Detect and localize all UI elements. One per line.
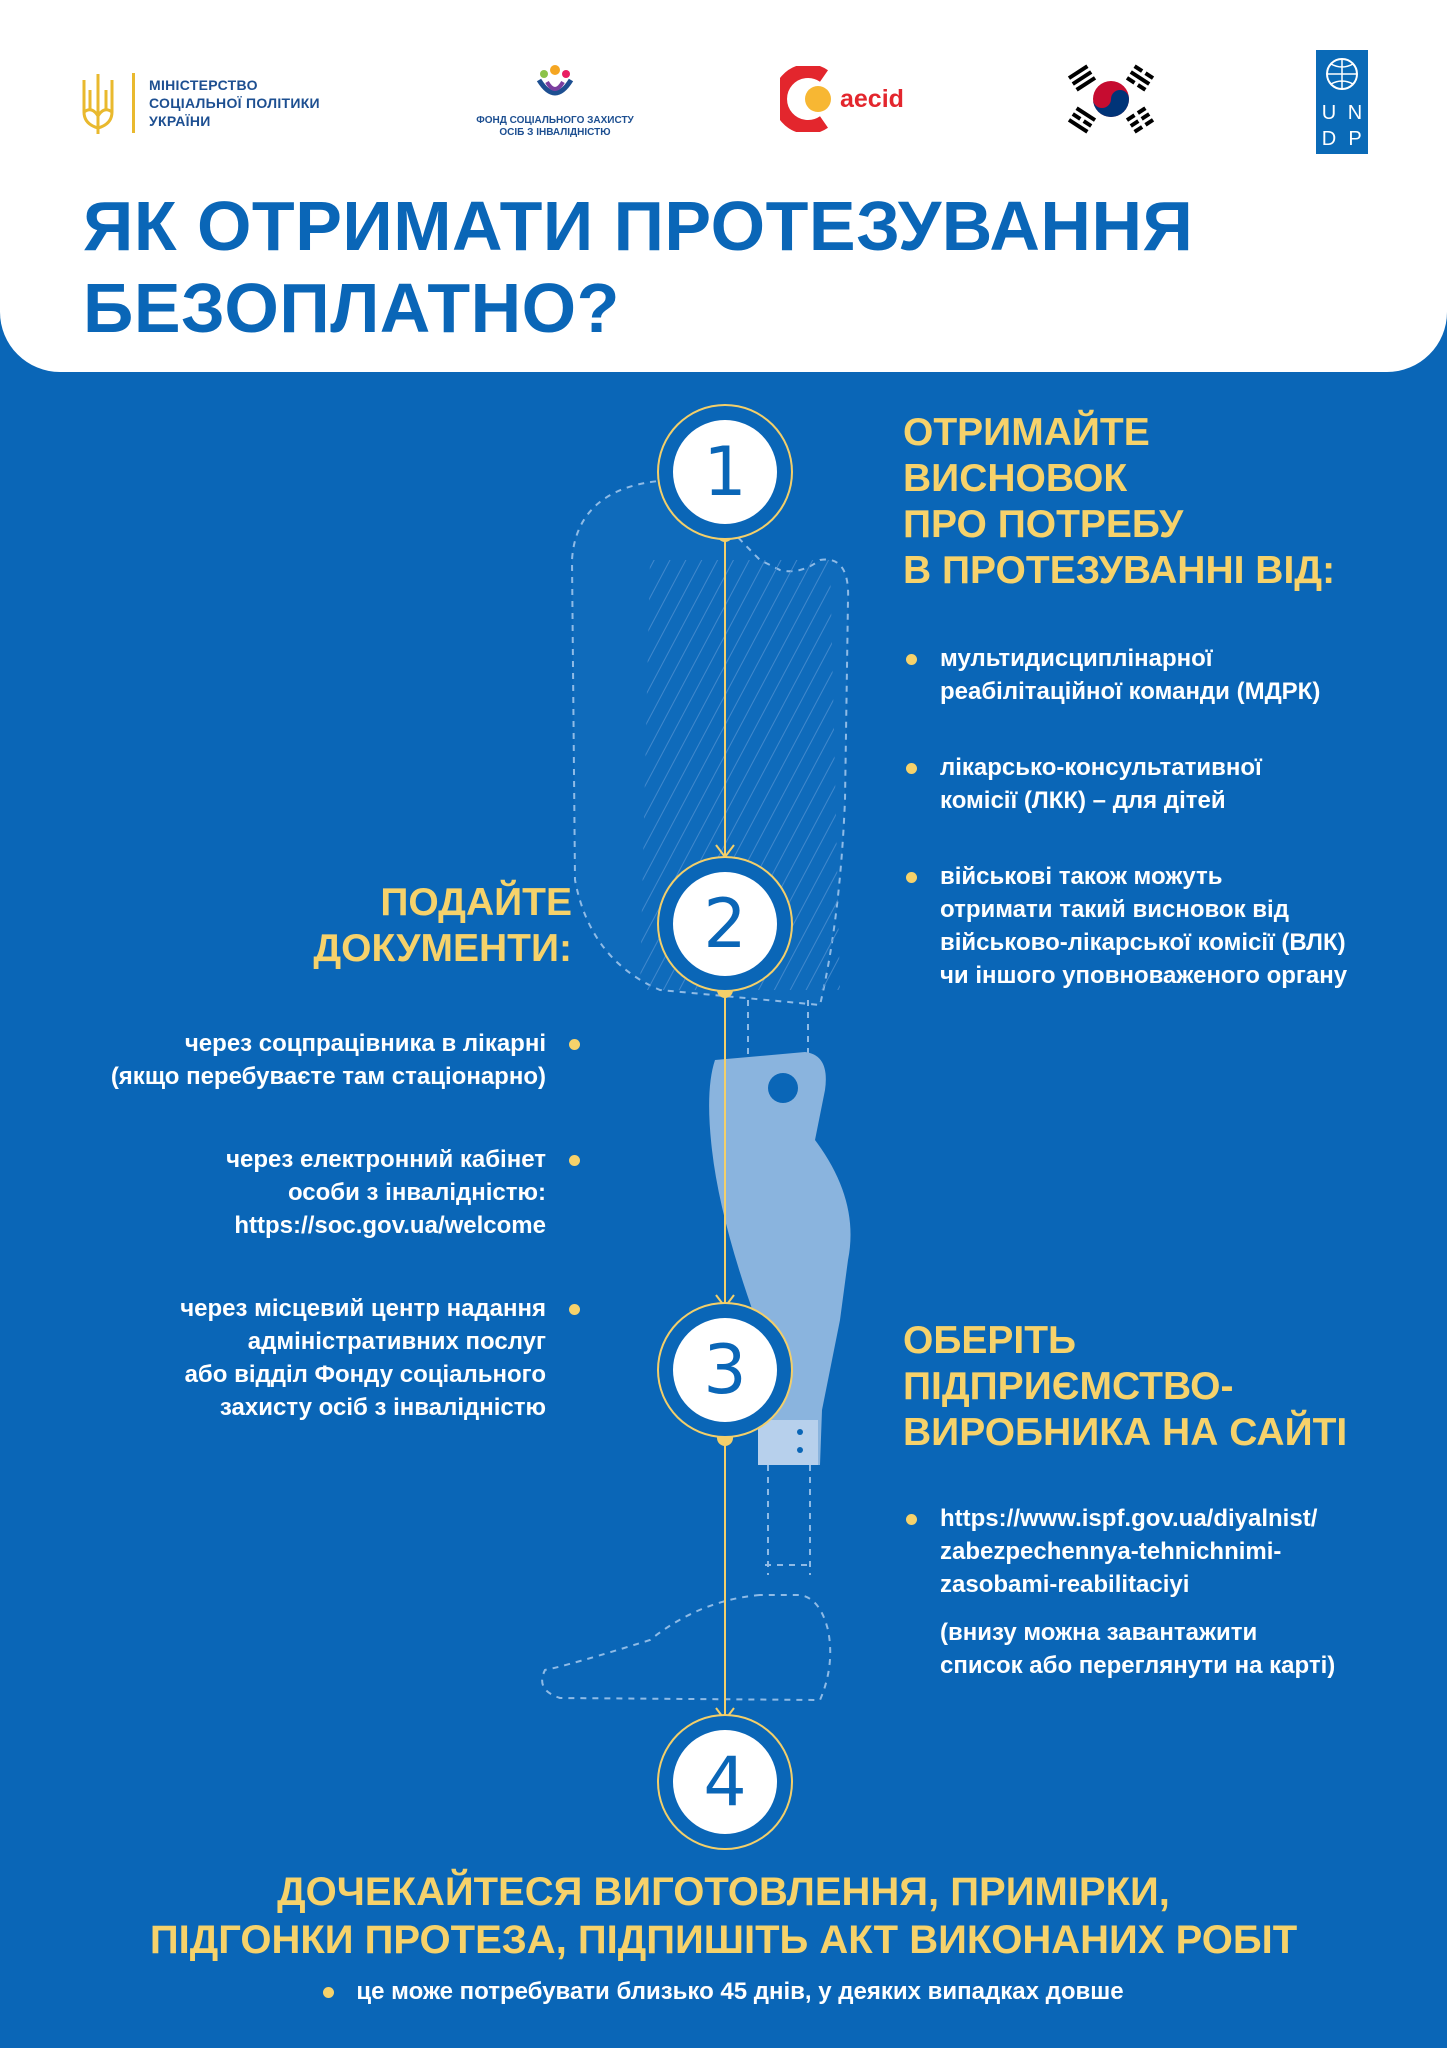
step-2-title: ПОДАЙТЕ ДОКУМЕНТИ: [313, 881, 572, 970]
knee-hole [768, 1073, 798, 1103]
step-4-note-text: це може потребувати близько 45 днів, у деяких випадках довше [356, 1978, 1124, 2005]
pylon-adapter [758, 1420, 818, 1465]
undp-letter: U [1321, 102, 1337, 124]
step-4-circle: 4 [673, 1730, 777, 1834]
aecid-name: aecid [840, 84, 904, 113]
step-1-circle: 1 [673, 420, 777, 524]
list-item: через соцпрацівника в лікарні (якщо перебуваєте там стаціонарно) [20, 1027, 580, 1093]
step-2-circle: 2 [673, 872, 777, 976]
step-3-title: ОБЕРІТЬ ПІДПРИЄМСТВО- ВИРОБНИКА НА САЙТІ [903, 1319, 1348, 1454]
undp-letter: D [1321, 128, 1337, 150]
step-3-note: (внизу можна завантажити список або переглянути на карті) [940, 1619, 1336, 1679]
list-item: мультидисциплінарної реабілітаційної команди (МДРК) [906, 642, 1426, 708]
step-2-list [20, 1027, 580, 1474]
page-title: ЯК ОТРИМАТИ ПРОТЕЗУВАННЯ БЕЗОПЛАТНО? [83, 187, 1194, 347]
step-4-title: ДОЧЕКАЙТЕСЯ ВИГОТОВЛЕННЯ, ПРИМІРКИ, ПІДГОНКИ ПРОТЕЗА, ПІДПИШІТЬ АКТ ВИКОНАНИХ РОБІТ [149, 1870, 1298, 1962]
undp-letter: P [1348, 128, 1362, 150]
pylon-lower [765, 1465, 812, 1575]
pylon-upper [748, 1000, 808, 1060]
ministry-name: МІНІСТЕРСТВО СОЦІАЛЬНОЇ ПОЛІТИКИ УКРАЇНИ [149, 77, 320, 129]
foot-outline [542, 1595, 830, 1700]
adapter-screw [797, 1429, 803, 1435]
step-3-circle: 3 [673, 1318, 777, 1422]
step-1-title: ОТРИМАЙТЕ ВИСНОВОК ПРО ПОТРЕБУ В ПРОТЕЗУВАННІ ВІД: [903, 411, 1336, 592]
step-1-list [906, 642, 1426, 1035]
undp-letter: N [1347, 102, 1363, 124]
step-4-note [0, 1978, 1447, 2006]
list-item: через місцевий центр надання адміністративних послуг або відділ Фонду соціального захисту осіб з інвалідністю [20, 1292, 580, 1424]
adapter-screw [797, 1447, 803, 1453]
step-3-list [906, 1502, 1426, 1601]
list-item: лікарсько-консультативної комісії (ЛКК) – для дітей [906, 751, 1426, 817]
bullet-dot [323, 1987, 334, 1998]
fund-name: ФОНД СОЦІАЛЬНОГО ЗАХИСТУ ОСІБ З ІНВАЛІДНІСТЮ [476, 115, 634, 138]
list-item: через електронний кабінет особи з інвалідністю: https://soc.gov.ua/welcome [20, 1143, 580, 1242]
list-item: військові також можуть отримати такий висновок від військово-лікарської комісії (ВЛК) чи іншого уповноваженого органу [906, 860, 1426, 992]
list-item: https://www.ispf.gov.ua/diyalnist/ zabezpechennya-tehnichnimi- zasobami-reabilitaciyi [906, 1502, 1426, 1601]
